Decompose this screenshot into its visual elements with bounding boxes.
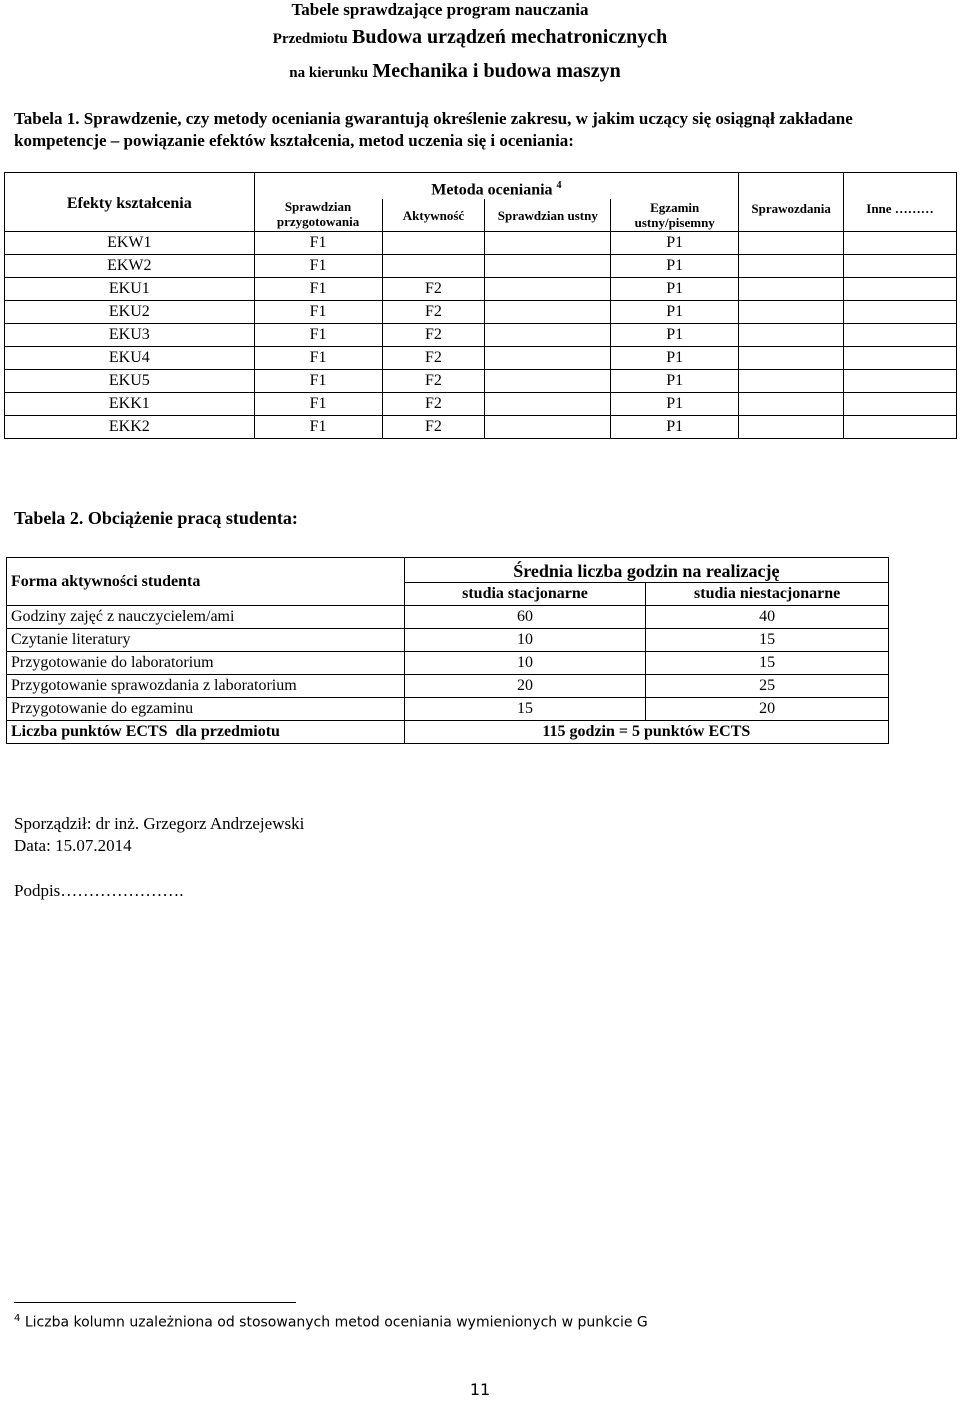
ects-label: Liczba punktów ECTS dla przedmiotu (7, 721, 405, 744)
header-line-3 (0, 60, 910, 83)
method-cell (739, 370, 844, 393)
method-cell: P1 (611, 278, 739, 301)
method-cell: P1 (611, 255, 739, 278)
method-cell (382, 232, 485, 255)
method-cell: F2 (382, 416, 485, 439)
method-cell: F2 (382, 278, 485, 301)
table1-title: Tabela 1. Sprawdzenie, czy metody oceniania gwarantują określenie zakresu, w jakim uczący się osiągnął zakładane kompetencje – powiązanie efektów kształcenia, metod uczenia się i oceniania: (14, 109, 853, 150)
table-row (5, 370, 957, 393)
method-cell: P1 (611, 324, 739, 347)
table-row (5, 324, 957, 347)
method-cell: P1 (611, 416, 739, 439)
method-cell: F1 (254, 347, 382, 370)
table-row (7, 698, 889, 721)
method-cell: F2 (382, 301, 485, 324)
header-line-1: Tabele sprawdzające program nauczania (291, 0, 589, 19)
effect-cell: EKK2 (5, 416, 255, 439)
method-cell: F2 (382, 370, 485, 393)
table-row (5, 255, 957, 278)
footnote-text: Liczba kolumn uzależniona od stosowanych metod oceniania wymienionych w punkcie G (24, 1314, 648, 1331)
method-cell: F1 (254, 232, 382, 255)
method-cell: F2 (382, 324, 485, 347)
table-row (5, 416, 957, 439)
signature-line: Podpis…………………. (14, 881, 184, 900)
method-cell (844, 347, 957, 370)
hours-cell: 20 (646, 698, 889, 721)
table-row (5, 278, 957, 301)
method-cell (739, 278, 844, 301)
method-cell: P1 (611, 370, 739, 393)
effect-cell: EKU2 (5, 301, 255, 324)
page-number: 11 (469, 1380, 491, 1399)
table-row (7, 675, 889, 698)
table-row (7, 652, 889, 675)
effect-cell: EKU1 (5, 278, 255, 301)
col-activity: Aktywność (382, 199, 485, 232)
ects-value: 115 godzin = 5 punktów ECTS (404, 721, 888, 744)
workload-table (6, 557, 889, 744)
method-cell: P1 (611, 301, 739, 324)
effect-cell: EKU4 (5, 347, 255, 370)
table-row (5, 232, 957, 255)
method-cell (844, 278, 957, 301)
col-effects-header: Efekty kształcenia (5, 173, 255, 232)
method-cell: F1 (254, 416, 382, 439)
effect-cell: EKU3 (5, 324, 255, 347)
method-cell (844, 370, 957, 393)
method-cell: F1 (254, 370, 382, 393)
table-row (7, 629, 889, 652)
method-cell (844, 301, 957, 324)
method-cell (485, 232, 611, 255)
table-row (5, 347, 957, 370)
method-cell (739, 416, 844, 439)
col-non-stationary: studia niestacjonarne (646, 583, 889, 606)
author-line: Sporządził: dr inż. Grzegorz Andrzejewski (14, 814, 305, 833)
method-cell (739, 393, 844, 416)
activity-label: Przygotowanie do laboratorium (7, 652, 405, 675)
date-line: Data: 15.07.2014 (14, 836, 132, 855)
method-cell: F2 (382, 393, 485, 416)
col-stationary: studia stacjonarne (404, 583, 646, 606)
col-prep-test: Sprawdzian przygotowania (254, 199, 382, 232)
method-cell (485, 301, 611, 324)
method-cell (739, 324, 844, 347)
effect-cell: EKW2 (5, 255, 255, 278)
hours-cell: 20 (404, 675, 646, 698)
effect-cell: EKU5 (5, 370, 255, 393)
effect-cell: EKK1 (5, 393, 255, 416)
hours-cell: 40 (646, 606, 889, 629)
method-cell (485, 255, 611, 278)
col-form-header: Forma aktywności studenta (7, 558, 405, 606)
col-oral-test: Sprawdzian ustny (485, 199, 611, 232)
method-cell (739, 232, 844, 255)
effect-cell: EKW1 (5, 232, 255, 255)
method-cell (844, 393, 957, 416)
method-cell: F1 (254, 278, 382, 301)
method-cell (485, 278, 611, 301)
activity-label: Godziny zajęć z nauczycielem/ami (7, 606, 405, 629)
method-cell (485, 347, 611, 370)
subject-prefix: Przedmiotu (272, 31, 348, 47)
method-cell (485, 324, 611, 347)
method-cell (739, 347, 844, 370)
hours-cell: 10 (404, 652, 646, 675)
method-cell (739, 301, 844, 324)
method-cell: F2 (382, 347, 485, 370)
method-cell (844, 324, 957, 347)
field-name: Mechanika i budowa maszyn (372, 60, 621, 82)
table-row-total (7, 721, 889, 744)
method-cell: F1 (254, 324, 382, 347)
footnote-number: 4 (14, 1313, 21, 1324)
method-cell: P1 (611, 347, 739, 370)
method-cell (844, 232, 957, 255)
table-row (5, 301, 957, 324)
method-cell: P1 (611, 232, 739, 255)
hours-cell: 15 (646, 652, 889, 675)
method-group-header: Metoda oceniania $^4$ (254, 173, 739, 200)
method-cell (844, 255, 957, 278)
hours-cell: 15 (646, 629, 889, 652)
field-prefix: na kierunku (289, 65, 369, 81)
col-other: Inne ……… (844, 173, 957, 232)
hours-cell: 60 (404, 606, 646, 629)
table-row (5, 393, 957, 416)
table-row (7, 606, 889, 629)
method-cell (485, 370, 611, 393)
table2-title: Tabela 2. Obciążenie pracą studenta: (14, 508, 298, 528)
method-cell (485, 393, 611, 416)
hours-cell: 10 (404, 629, 646, 652)
activity-label: Czytanie literatury (7, 629, 405, 652)
method-cell: F1 (254, 301, 382, 324)
method-cell (739, 255, 844, 278)
col-reports: Sprawozdania (739, 173, 844, 232)
hours-cell: 15 (404, 698, 646, 721)
activity-label: Przygotowanie do egzaminu (7, 698, 405, 721)
activity-label: Przygotowanie sprawozdania z laboratorium (7, 675, 405, 698)
method-cell: F1 (254, 255, 382, 278)
header-line-2 (0, 26, 950, 49)
hours-group-header: Średnia liczba godzin na realizację (404, 558, 888, 583)
subject-name: Budowa urządzeń mechatronicznych (352, 26, 668, 48)
method-cell (382, 255, 485, 278)
col-exam: Egzamin ustny/pisemny (611, 199, 739, 232)
assessment-methods-table (4, 172, 957, 439)
footnote (14, 1313, 648, 1331)
method-cell: F1 (254, 393, 382, 416)
hours-cell: 25 (646, 675, 889, 698)
method-cell: P1 (611, 393, 739, 416)
method-cell (844, 416, 957, 439)
footnote-separator (14, 1302, 296, 1303)
method-cell (485, 416, 611, 439)
